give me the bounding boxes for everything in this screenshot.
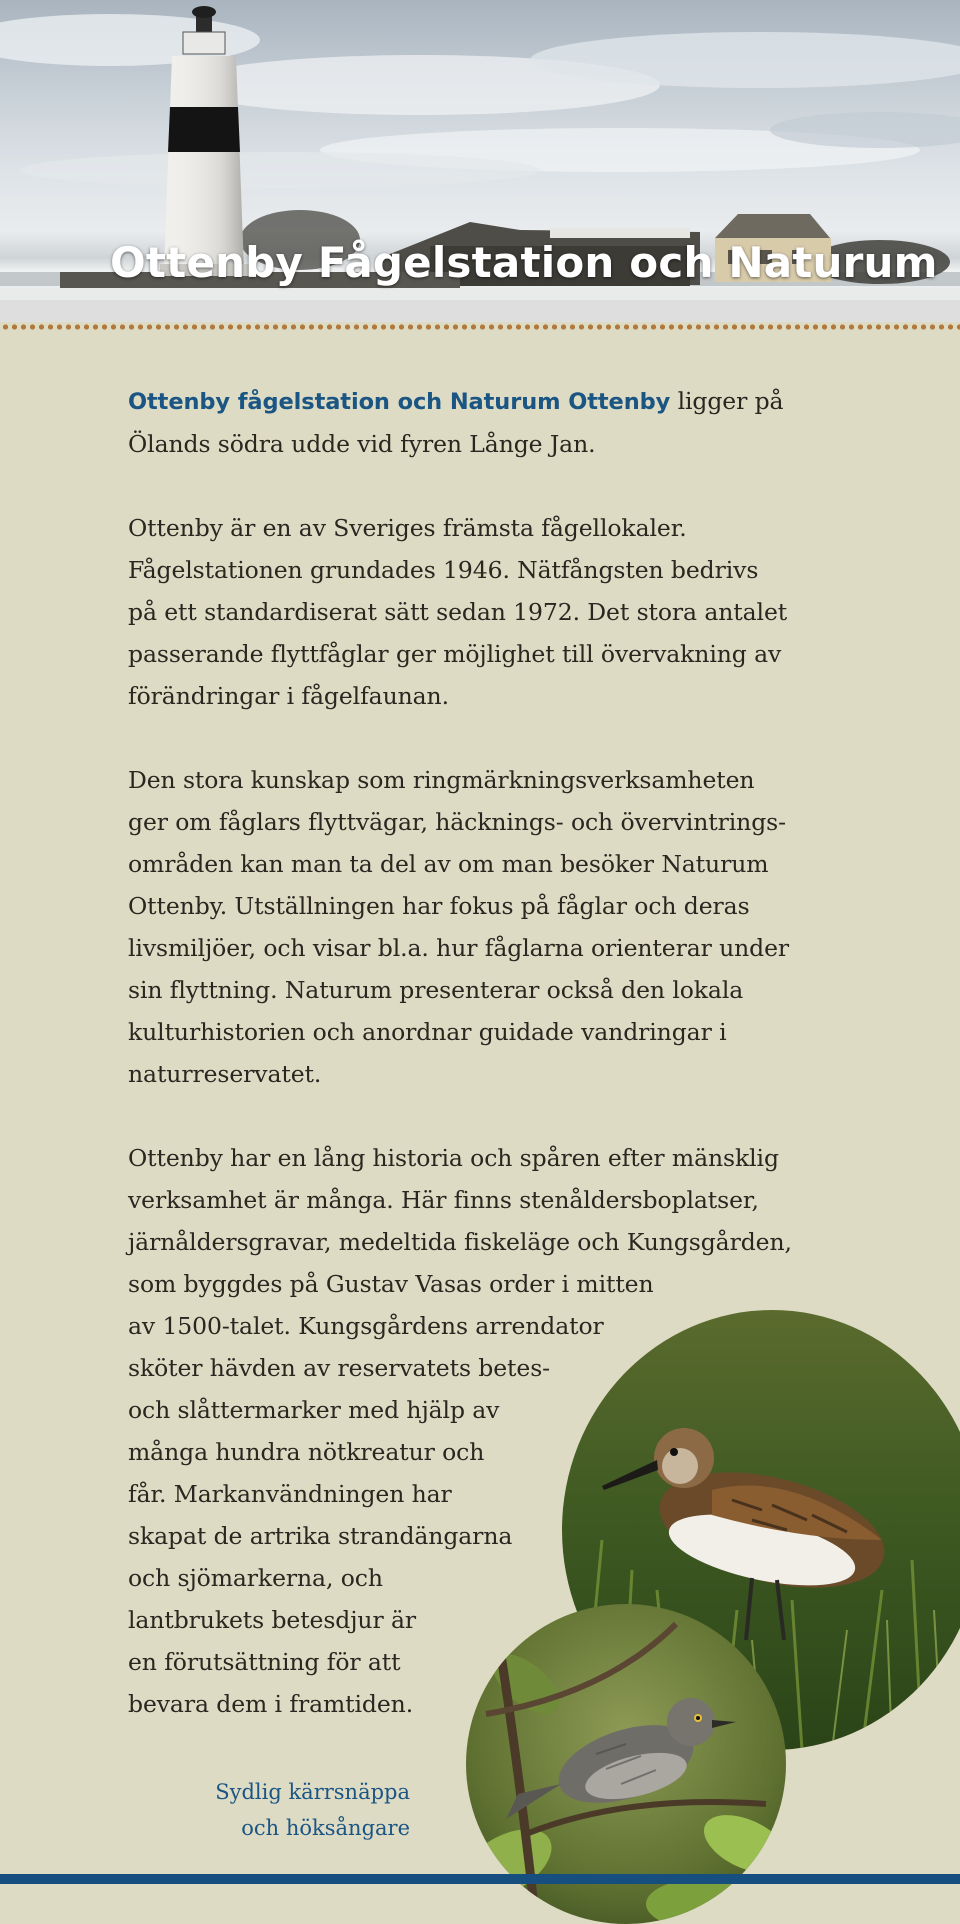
text-line: skapat de artrika strandängarna [128, 1522, 513, 1550]
text-line: får. Markanvändningen har [128, 1480, 452, 1508]
text-line: verksamhet är många. Här finns stenåldersboplatser, [128, 1186, 759, 1214]
text-line: och sjömarkerna, och [128, 1564, 383, 1592]
text-line: bevara dem i framtiden. [128, 1690, 414, 1718]
paragraph-birds [128, 507, 828, 717]
paragraph-naturum [128, 759, 828, 1095]
text-line: Ottenby har en lång historia och spåren efter mänsklig [128, 1144, 779, 1172]
dotted-divider [0, 322, 960, 332]
text-line: av 1500-talet. Kungsgårdens arrendator [128, 1312, 604, 1340]
text-line: många hundra nötkreatur och [128, 1438, 485, 1466]
intro-lead: Ottenby fågelstation och Naturum Ottenby [128, 389, 671, 415]
text-line: sin flyttning. Naturum presenterar också den lokala [128, 976, 744, 1004]
text-line: Ottenby. Utställningen har fokus på fåglar och deras [128, 892, 750, 920]
text-line: Fågelstationen grundades 1946. Nätfångsten bedrivs [128, 556, 759, 584]
text-line: och slåttermarker med hjälp av [128, 1396, 500, 1424]
text-line: Den stora kunskap som ringmärkningsverksamheten [128, 766, 755, 794]
text-line: naturreservatet. [128, 1060, 322, 1088]
text-line: på ett standardiserat sätt sedan 1972. Det stora antalet [128, 598, 788, 626]
footer-bar [0, 1874, 960, 1884]
text-line: förändringar i fågelfaunan. [128, 682, 449, 710]
text-line: livsmiljöer, och visar bl.a. hur fåglarna orienterar under [128, 934, 790, 962]
text-line: lantbrukets betesdjur är [128, 1606, 417, 1634]
intro-line: ligger på [670, 387, 784, 415]
photo-caption [200, 1774, 410, 1846]
intro-line: Ölands södra udde vid fyren Långe Jan. [128, 430, 596, 458]
header-photo [0, 0, 960, 322]
text-line: passerande flyttfåglar ger möjlighet till övervakning av [128, 640, 782, 668]
text-line: ger om fåglars flyttvägar, häcknings- och övervintrings- [128, 808, 786, 836]
text-line: en förutsättning för att [128, 1648, 401, 1676]
text-line: järnåldersgravar, medeltida fiskeläge och Kungsgården, [128, 1228, 792, 1256]
text-line: kulturhistorien och anordnar guidade vandringar i [128, 1018, 727, 1046]
text-line: områden kan man ta del av om man besöker Naturum [128, 850, 769, 878]
caption-line: Sydlig kärrsnäppa [215, 1780, 410, 1804]
text-line: som byggdes på Gustav Vasas order i mitten [128, 1270, 654, 1298]
page-title: Ottenby Fågelstation och Naturum [110, 238, 938, 287]
intro-paragraph [128, 380, 828, 465]
text-line: Ottenby är en av Sveriges främsta fågellokaler. [128, 514, 687, 542]
text-line: sköter hävden av reservatets betes- [128, 1354, 550, 1382]
caption-line: och höksångare [241, 1816, 410, 1840]
